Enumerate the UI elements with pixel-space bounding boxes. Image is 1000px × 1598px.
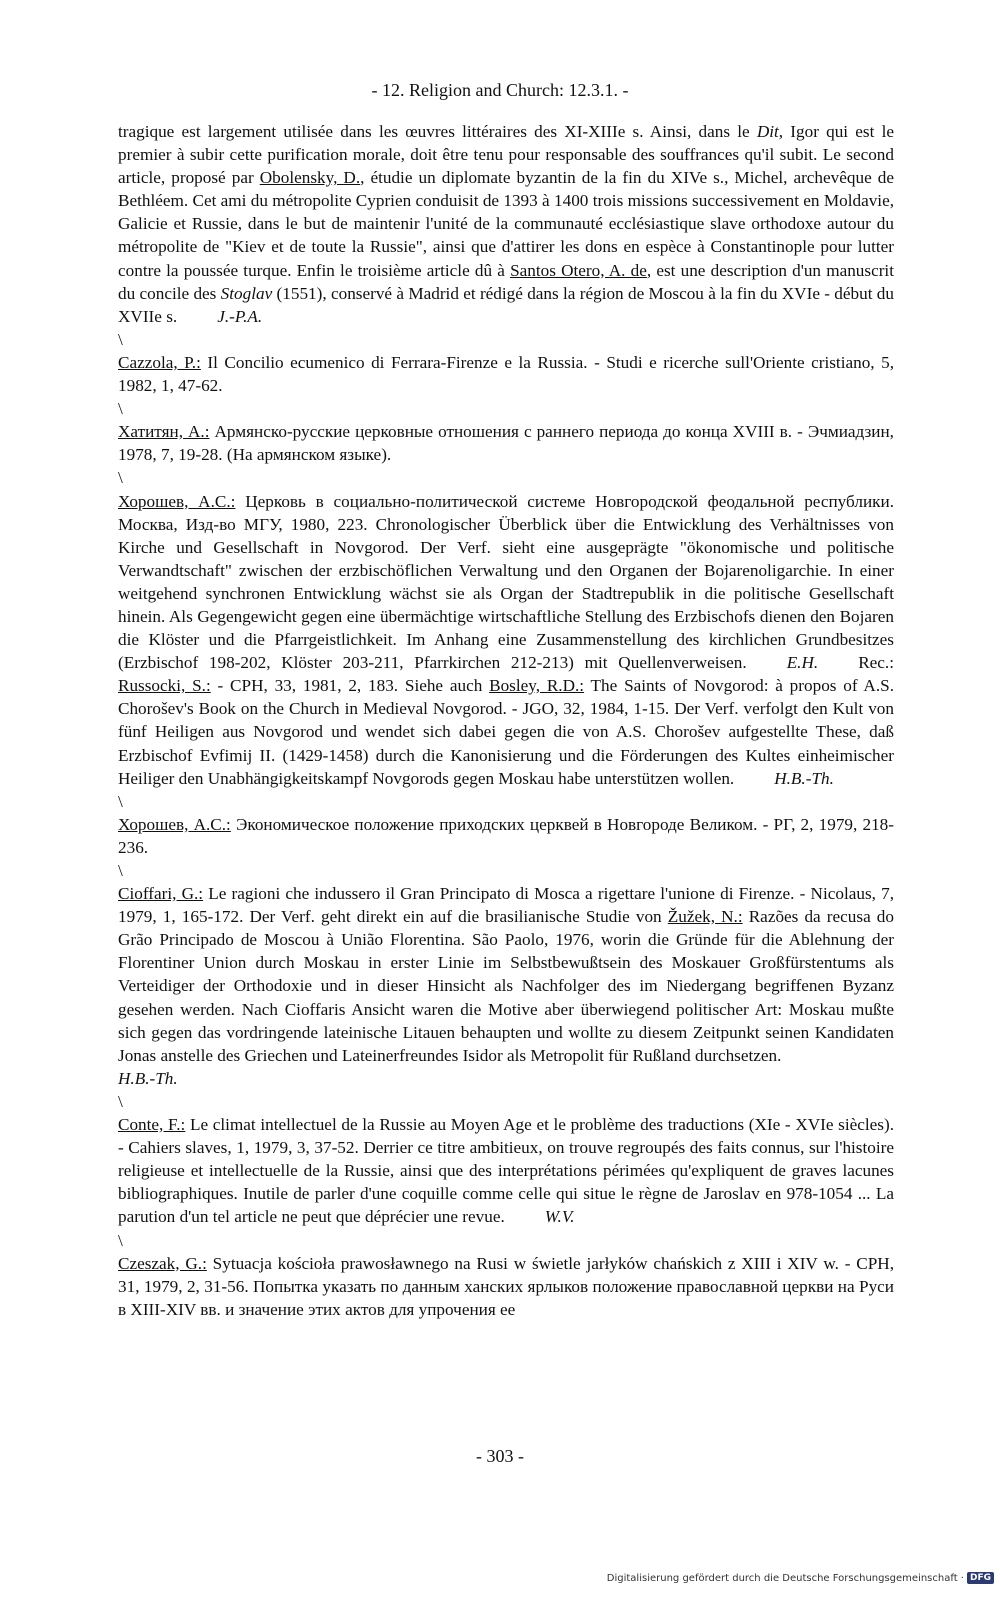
page-number: - 303 -	[476, 1446, 524, 1466]
entry-text: The Saints of Novgorod: à propos of A.S. Chorošev's Book on the Church in Medieval Novgorod. - JGO, 32, 1984, 1-15. Der Verf. verfolgt den Kult von fünf Heiligen aus Novgorod und wendet sich dabei gegen die von A.S. Chorošev aufgestellte These, daß Erzbischof Evfimij II. (1429-1458) durch die Kanonisierung und die Förderungen des Kultes einheimischer Heiliger den Unabhängigkeitskampf Novgorods gegen Moskau habe unterstützen wollen.	[118, 676, 894, 788]
author-link[interactable]: Bosley, R.D.:	[489, 676, 585, 696]
work-title: Stoglav	[220, 283, 273, 303]
reviewer-initials: E.H.	[786, 653, 819, 673]
entry-text: tragique est largement utilisée dans les œuvres littéraires des XI-XIIIe s. Ainsi, dans le	[118, 122, 757, 141]
author-link[interactable]: Хатитян, А.:	[118, 422, 210, 442]
author-link[interactable]: Santos Otero, A. de	[510, 260, 647, 280]
entry-text: , Igor qui est le premier à subir cette purification morale, doit être tenu pour responsable des souffrances qu'il subit. Le second article, proposé par	[118, 122, 894, 188]
entry-separator: \	[118, 1091, 123, 1111]
author-link[interactable]: Cazzola, P.:	[118, 352, 201, 372]
author-link[interactable]: Хорошев, А.С.:	[118, 814, 231, 834]
entry-czeszak	[118, 1252, 894, 1321]
author-link[interactable]: Cioffari, G.:	[118, 884, 204, 904]
entry-chatitjan	[118, 420, 894, 466]
entry-separator: \	[118, 1230, 123, 1250]
entry-chorosev-1	[118, 490, 894, 790]
entry-conte	[118, 1113, 894, 1228]
entry-text: Le ragioni che indussero il Gran Principato di Mosca a rigettare l'unione di Firenze. - Nicolaus, 7, 1979, 1, 165-172. Der Verf. geht direkt ein auf die brasilianische Studie von	[118, 884, 895, 927]
entry-cazzola	[118, 351, 894, 397]
reviewer-initials: H.B.-Th.	[774, 768, 834, 788]
entry-text: Le climat intellectuel de la Russie au Moyen Age et le problème des traductions (XIe - XVIe siècles). - Cahiers slaves, 1, 1979, 3, 37-52. Derrier ce titre ambitieux, on trouve regroupés des faits connus, sur l'histoire religieuse et intellectuelle de la Russie, ainsi que des interprétations périmées qu'expliquent de graves lacunes bibliographiques. Inutile de parler d'une coquille comme celle qui situe le règne de Jaroslav en 978-1054 ... La parution d'un tel article ne peut que déprécier une revue.	[118, 1115, 895, 1227]
entry-separator: \	[118, 329, 123, 349]
entry-separator: \	[118, 468, 123, 488]
reviewer-initials: H.B.-Th.	[118, 1068, 178, 1088]
entry-text: (1551), conservé à Madrid et rédigé dans la région de Moscou à la fin du XVIe - début du XVIIe s.	[118, 283, 894, 326]
running-title: - 12. Religion and Church: 12.3.1. -	[371, 80, 629, 100]
credit-text: Digitalisierung gefördert durch die Deutsche Forschungsgemeinschaft ·	[606, 1572, 964, 1584]
review-label: Rec.:	[858, 653, 894, 673]
digitization-credit	[607, 1572, 994, 1584]
entry-separator: \	[118, 399, 123, 419]
reviewer-initials: J.-P.A.	[217, 306, 263, 326]
entry-text: , étudie un diplomate byzantin de la fin du XIVe s., Michel, archevêque de Bethléem. Cet ami du métropolite Cyprien conduisit de 1393 à 1400 trois missions successivement en Moldavie, Galicie et Russie, dans le but de maintenir l'unité de la communauté ecclésiastique slave orthodoxe autour du métropolite de "Kiev et de toute la Russie", ainsi que d'attirer les dons en espèce à Constantinople pour lutter contre la poussée turque. Enfin le troisième article dû à	[118, 168, 894, 280]
entry-separator: \	[118, 791, 123, 811]
reviewer-initials: W.V.	[544, 1207, 575, 1227]
author-link[interactable]: Czeszak, G.:	[118, 1253, 207, 1273]
dfg-logo: DFG	[967, 1572, 994, 1584]
bibliography-body	[118, 120, 894, 1321]
entry-text: Sytuacja kościoła prawosławnego na Rusi w świetle jarłyków chańskich z XIII i XIV w. - CPH, 31, 1979, 2, 31-56. Попытка указать по данным ханских ярлыков положение православной церкви на Руси в XIII-XIV вв. и значение этих актов для упрочения ее	[118, 1253, 895, 1319]
author-link[interactable]: Obolensky, D.	[259, 168, 361, 188]
entry-separator: \	[118, 861, 123, 880]
entry-continuation	[118, 120, 894, 328]
author-link[interactable]: Žužek, N.:	[667, 907, 743, 927]
author-link[interactable]: Хорошев, А.С.:	[118, 491, 236, 511]
entry-text: Армянско-русские церковные отношения с раннего периода до конца XVIII в. - Эчмиадзин, 1978, 7, 19-28. (На армянском языке).	[118, 422, 894, 465]
author-link[interactable]: Russocki, S.:	[118, 676, 211, 696]
entry-text: Il Concilio ecumenico di Ferrara-Firenze e la Russia. - Studi e ricerche sull'Oriente cristiano, 5, 1982, 1, 47-62.	[118, 352, 894, 396]
entry-text: - CPH, 33, 1981, 2, 183. Siehe auch	[210, 676, 490, 696]
author-link[interactable]: Conte, F.:	[118, 1115, 186, 1135]
entry-text: Экономическое положение приходских церквей в Новгороде Великом. - РГ, 2, 1979, 218-236.	[118, 814, 894, 857]
entry-text: Razões da recusa do Grão Principado de Moscou à União Florentina. São Paolo, 1976, worin die Gründe für die Ablehnung der Florentiner Union durch Moskau in erster Linie im Selbstbewußtsein des Moskauer Großfürstentums als Verteidiger der Orthodoxie und in dieser Hinsicht als Nachfolger des im Niedergang begriffenen Byzanz gesehen werden. Nach Cioffaris Ansicht waren die Motive aber überwiegend politischer Art: Moskau mußte sich gegen das vordringende lateinische Litauen behaupten und wollte zu diesem Zeitpunkt seinen Kandidaten Jonas anstelle des Griechen und Lateinerfreundes Isidor als Metropolit für Rußland durchsetzen.	[118, 907, 894, 1065]
entry-text: , est une description d'un manuscrit du concile des	[118, 260, 894, 303]
entry-chorosev-2	[118, 813, 894, 859]
entry-cioffari	[118, 882, 894, 1090]
entry-text: Церковь в социально-политической системе Новгородской феодальной республики. Москва, Изд-во МГУ, 1980, 223. Chronologischer Überblick über die Entwicklung des Verhältnisses von Kirche und Gesellschaft in Novgorod. Der Verf. sieht eine ausgeprägte "ökonomische und politische Verwandtschaft" zwischen der erzbischöflichen Verwaltung und den Organen der Bojarenoligarchie. In einer weitgehend synchronen Entwicklung wächst sie als Organ der Stadtrepublik in die politische Gesellschaft hinein. Als Gegengewicht gegen eine übermächtige wirtschaftliche Stellung des Erzbischofs dienen den Bojaren die Klöster und die Pfarrgeistlichkeit. Im Anhang eine Zusammenstellung des kirchlichen Grundbesitzes (Erzbischof 198-202, Klöster 203-211, Pfarrkirchen 212-213) mit Quellenverweisen.	[118, 491, 894, 673]
work-title: Dit	[756, 122, 779, 141]
